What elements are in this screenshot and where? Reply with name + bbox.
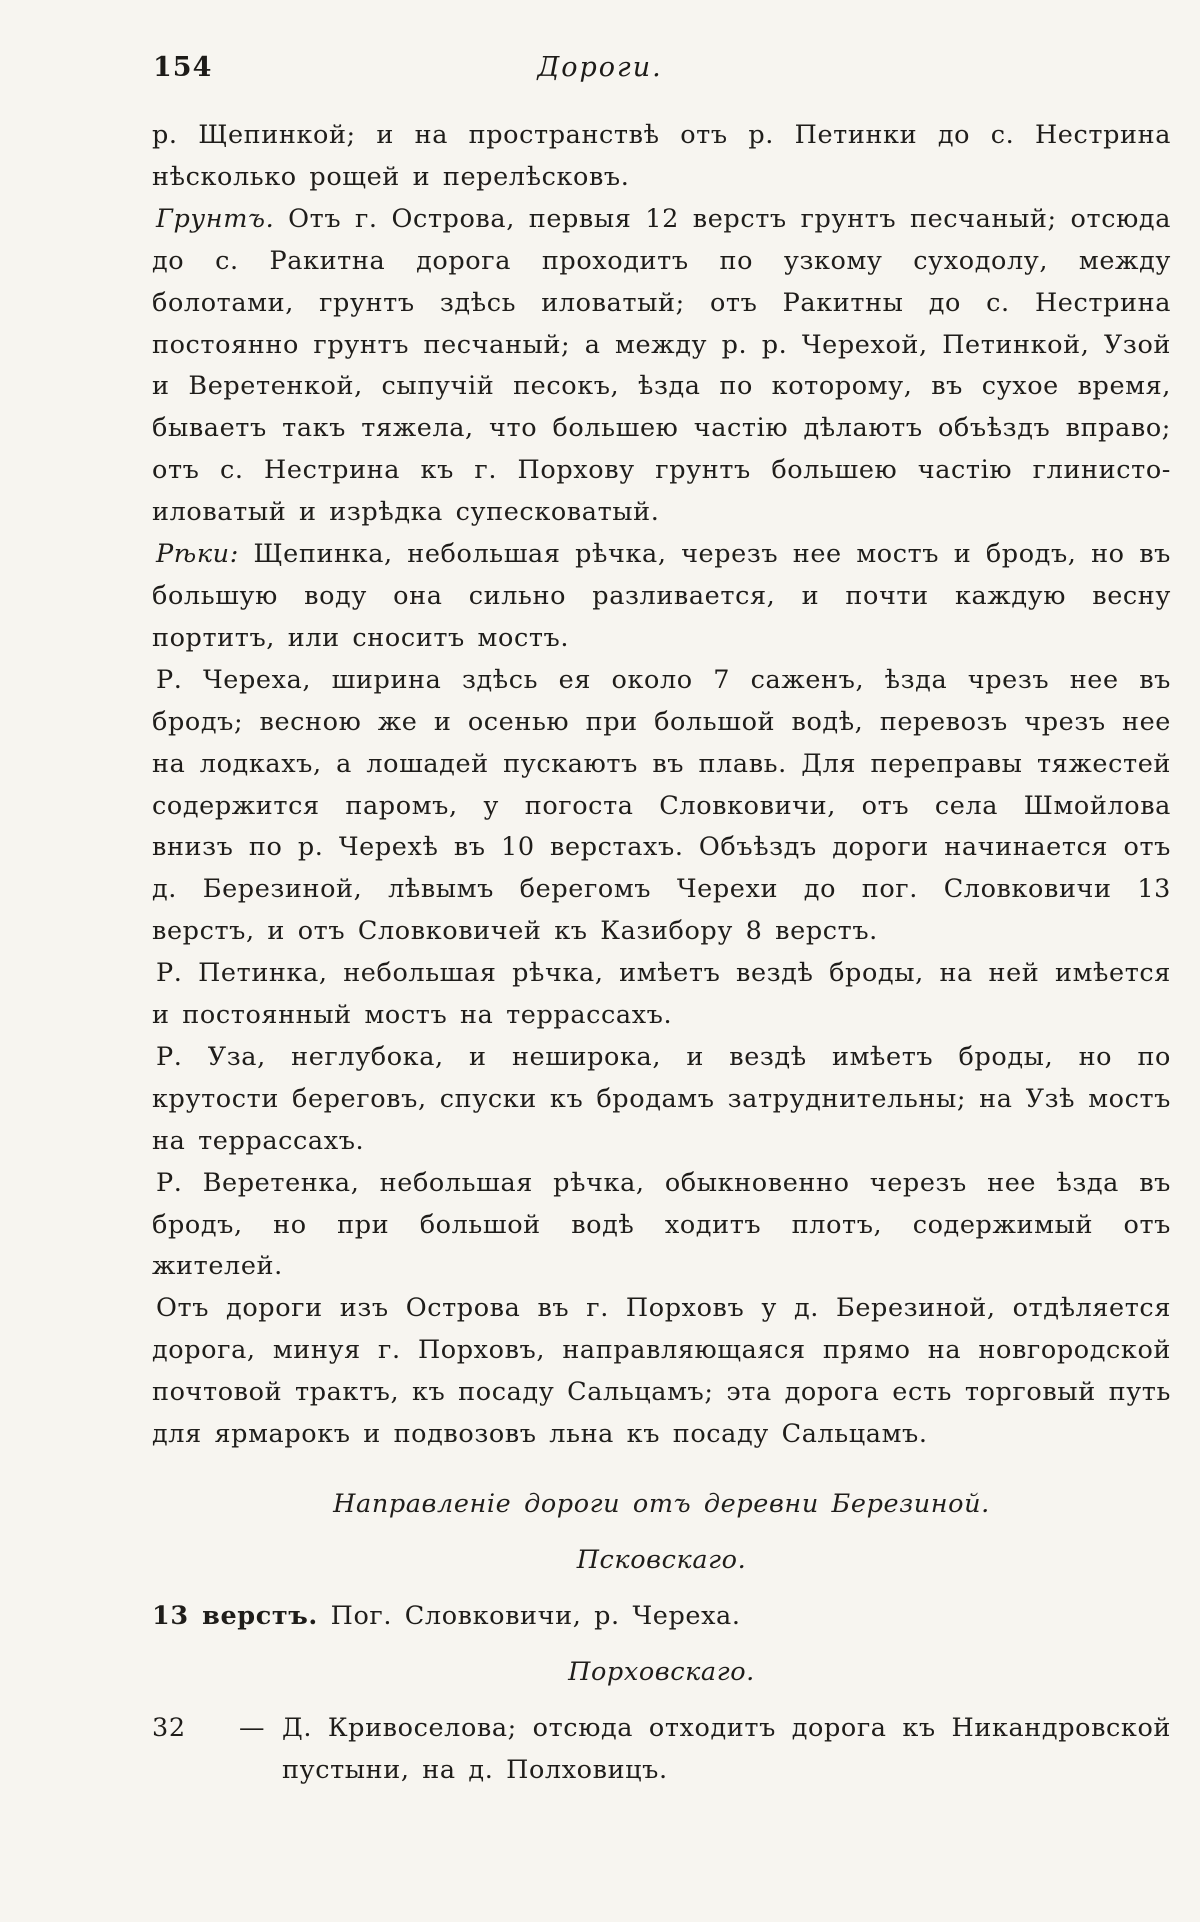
running-title: Дороги. <box>537 52 663 83</box>
route-entry <box>152 1708 1171 1792</box>
paragraph-petinka: Р. Петинка, небольшая рѣчка, имѣетъ вездѣ броды, на ней имѣется и постоянный мостъ на террассахъ. <box>152 958 1171 1031</box>
route-distance: 13 верстъ. <box>152 1600 318 1631</box>
paragraph-chereha: Р. Череха, ширина здѣсь ея около 7 саженъ, ѣзда чрезъ нее въ бродъ; весною же и осенью при большой водѣ, перевозъ чрезъ нее на лодкахъ, а лошадей пускаютъ въ плавь. Для переправы тяжестей содержится паромъ, у погоста Словковичи, отъ села Шмойлова внизъ по р. Черехѣ въ 10 верстахъ. Объѣздъ дороги начинается отъ д. Березиной, лѣвымъ берегомъ Черехи до пог. Словковичи 13 верстъ, и отъ Словковичей къ Казибору 8 верстъ. <box>152 664 1171 947</box>
page-number: 154 <box>153 52 213 83</box>
subsection-heading-pskov: Псковскаго. <box>576 1544 747 1575</box>
paragraph-rivers: Рѣки: Щепинка, небольшая рѣчка, черезъ нее мостъ и бродъ, но въ большую воду она сильно разливается, и почти каждую весну портитъ, или сноситъ мостъ. <box>152 539 1171 653</box>
paragraph-veretenka: Р. Веретенка, небольшая рѣчка, обыкновенно черезъ нее ѣзда въ бродъ, но при большой водѣ ходитъ плотъ, содержимый отъ жителей. <box>152 1167 1171 1282</box>
route-distance: 32 <box>152 1712 186 1743</box>
page-header <box>0 52 1200 92</box>
paragraph-lead: Грунтъ. <box>156 203 275 234</box>
route-section-title: Направленіе дороги отъ деревни Березиной. <box>333 1489 990 1519</box>
paragraph-branch-road: Отъ дороги изъ Острова въ г. Порховъ у д. Березиной, отдѣляется дорога, минуя г. Порховъ, направляющаяся прямо на новгородской почтовой трактъ, къ посаду Сальцамъ; эта дорога есть торговый путь для ярмарокъ и подвозовъ льна къ посаду Сальцамъ. <box>152 1293 1171 1450</box>
route-entry-text: Д. Кривоселова; отсюда отходитъ дорога къ Никандровской пустыни, на д. Полховицъ. <box>282 1712 1171 1785</box>
subsection-heading-porkhov: Порховскаго. <box>568 1656 755 1687</box>
paragraph-lead: Рѣки: <box>156 539 239 570</box>
paragraph-soil: Грунтъ. Отъ г. Острова, первыя 12 верстъ грунтъ песчаный; отсюда до с. Ракитна дорога проходитъ по узкому суходолу, между болотами, грунтъ здѣсь иловатый; отъ Ракитны до с. Нестрина постоянно грунтъ песчаный; а между р. р. Черехой, Петинкой, Узой и Веретенкой, сыпучій песокъ, ѣзда по которому, въ сухое время, бываетъ такъ тяжела, что большею частію дѣлаютъ объѣздъ вправо; отъ с. Нестрина къ г. Порхову грунтъ большею частію глинисто-иловатый и изрѣдка супесковатый. <box>152 203 1171 528</box>
paragraph-uza: Р. Уза, неглубока, и неширока, и вездѣ имѣетъ броды, но по крутости береговъ, спуски къ бродамъ затруднительны; на Узѣ мостъ на террассахъ. <box>152 1041 1171 1156</box>
route-entry-text: Пог. Словковичи, р. Череха. <box>330 1600 741 1631</box>
paragraph-continuation: р. Щепинкой; и на пространствѣ отъ р. Петинки до с. Нестрина нѣсколько рощей и перелѣсковъ. <box>152 120 1171 192</box>
route-dash: — <box>238 1712 266 1743</box>
route-entry <box>152 1596 1171 1638</box>
body-text <box>152 115 1171 1791</box>
